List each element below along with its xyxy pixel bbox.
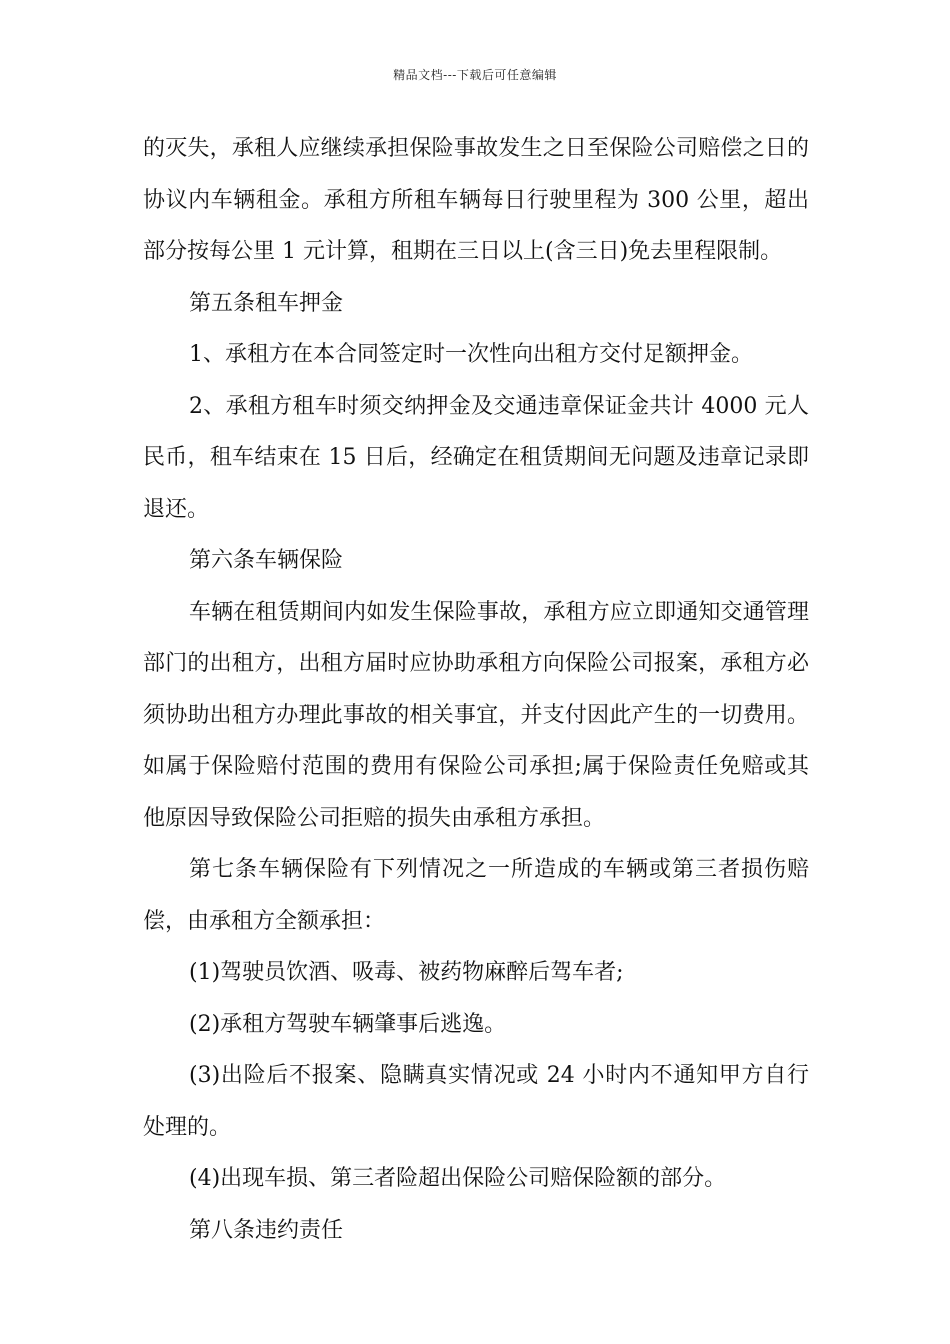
article-6-body: 车辆在租赁期间内如发生保险事故，承租方应立即通知交通管理部门的出租方，出租方届时应协助承租方向保险公司报案，承租方必须协助出租方办理此事故的相关事宜，并支付因此产生的一切费用。如属于保险赔付范围的费用有保险公司承担;属于保险责任免赔或其他原因导致保险公司拒赔的损失由承租方承担。	[143, 599, 809, 831]
article-7-item-4: (4)出现车损、第三者险超出保险公司赔保险额的部分。	[189, 1166, 727, 1191]
article-8-heading: 第八条违约责任	[189, 1217, 344, 1243]
article-7-item-1: (1)驾驶员饮酒、吸毒、被药物麻醉后驾车者;	[189, 960, 624, 985]
document-body	[143, 123, 809, 1256]
article-6-heading: 第六条车辆保险	[189, 548, 344, 573]
article-7-item-3: (3)出险后不报案、隐瞒真实情况或 24 小时内不通知甲方自行处理的。	[143, 1063, 809, 1140]
article-5-item-2: 2、承租方租车时须交纳押金及交通违章保证金共计 4000 元人民币，租车结束在 15 日后，经确定在租赁期间无问题及违章记录即退还。	[143, 393, 809, 522]
article-5-heading: 第五条租车押金	[189, 290, 344, 316]
article-7-item-2: (2)承租方驾驶车辆肇事后逃逸。	[189, 1011, 507, 1037]
article-7-heading: 第七条车辆保险有下列情况之一所造成的车辆或第三者损伤赔偿，由承租方全额承担：	[143, 857, 809, 934]
paragraph-rent-continuation: 的灭失，承租人应继续承担保险事故发生之日至保险公司赔偿之日的协议内车辆租金。承租方所租车辆每日行驶里程为 300 公里，超出部分按每公里 1 元计算，租期在三日以上(含三日)免去里程限制。	[143, 136, 809, 264]
article-5-item-1: 1、承租方在本合同签定时一次性向出租方交付足额押金。	[189, 342, 753, 367]
page-header: 精品文档---下载后可任意编辑	[393, 68, 557, 82]
